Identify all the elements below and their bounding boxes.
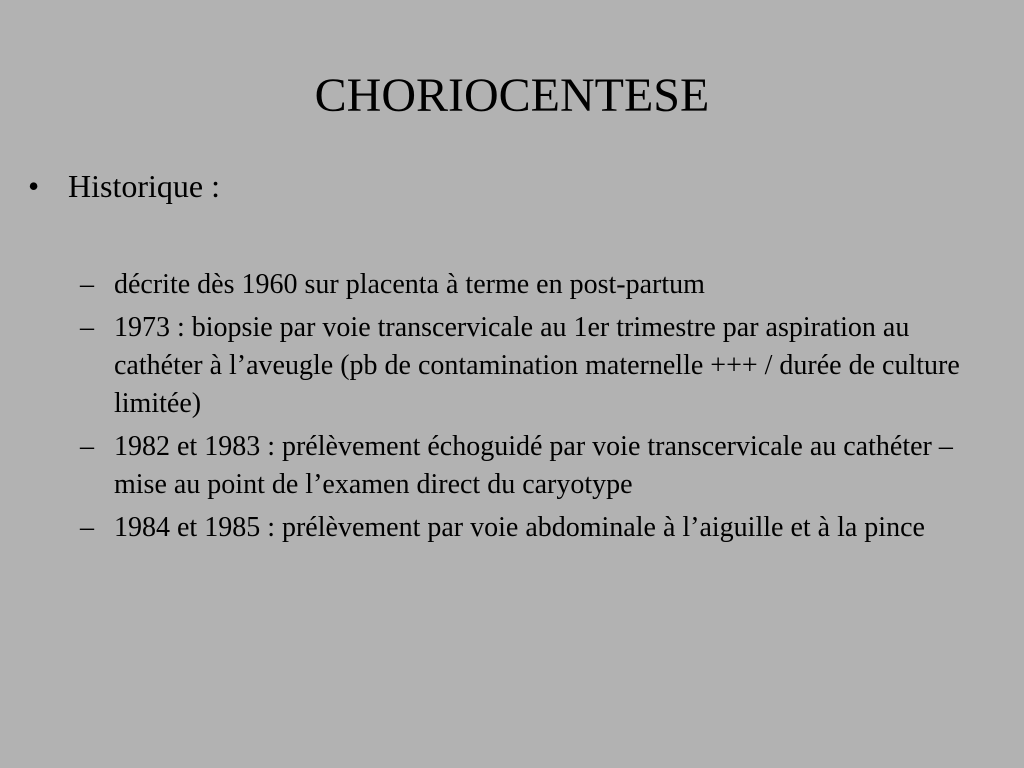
slide-title: CHORIOCENTESE <box>314 69 710 122</box>
sub-bullet-list <box>80 266 1000 552</box>
sub-bullet-text: 1982 et 1983 : prélèvement échoguidé par voie transcervicale au cathéter – mise au point de l’examen direct du caryotype <box>114 431 953 500</box>
sub-bullet-item <box>80 509 1000 547</box>
dash-icon: – <box>80 431 94 462</box>
sub-bullet-text: décrite dès 1960 sur placenta à terme en post-partum <box>114 269 705 300</box>
sub-bullet-text: 1973 : biopsie par voie transcervicale au 1er trimestre par aspiration au cathéter à l’aveugle (pb de contamination maternelle +++ / durée de culture limitée) <box>114 312 960 419</box>
sub-bullet-text: 1984 et 1985 : prélèvement par voie abdominale à l’aiguille et à la pince <box>114 512 925 543</box>
sub-bullet-item <box>80 309 1000 423</box>
sub-bullet-item <box>80 428 1000 504</box>
sub-bullet-item <box>80 266 1000 304</box>
dash-icon: – <box>80 312 94 343</box>
dash-icon: – <box>80 512 94 543</box>
bullet-heading: Historique : <box>68 168 220 204</box>
dash-icon: – <box>80 269 94 300</box>
bullet-icon: • <box>28 168 40 204</box>
